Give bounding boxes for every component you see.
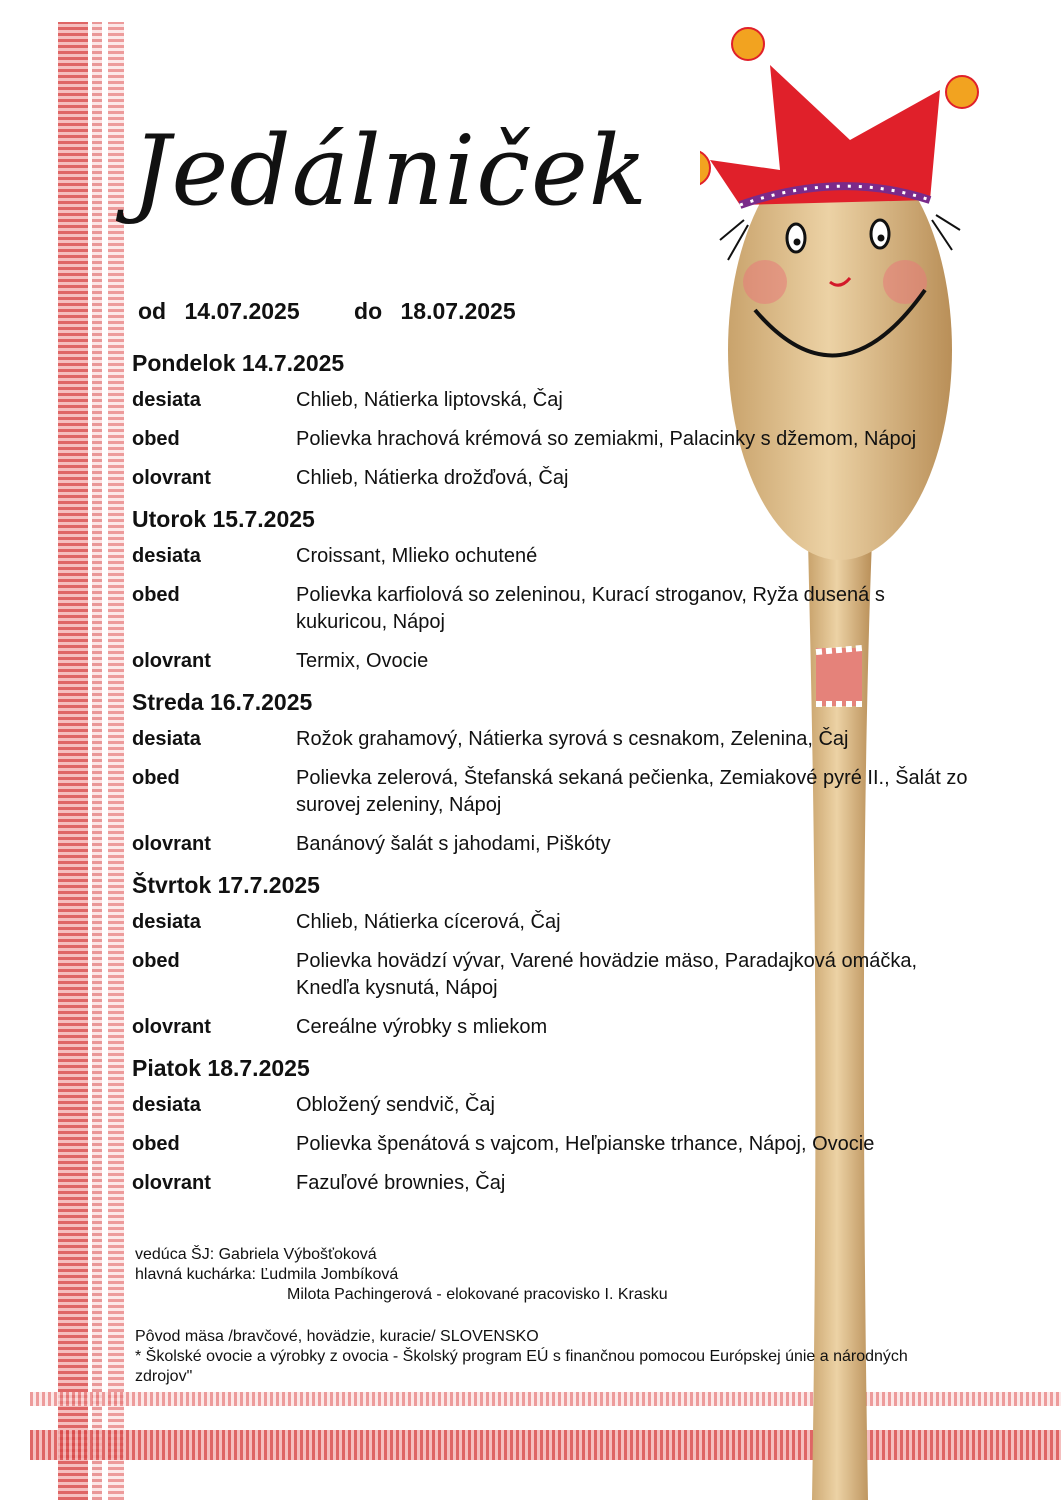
meal-label: obed	[132, 1133, 180, 1155]
meal-text: Polievka karfiolová so zeleninou, Kurací stroganov, Ryža dusená s kukuricou, Nápoj	[296, 584, 885, 633]
meal-row	[132, 765, 1002, 819]
meal-text: Banánový šalát s jahodami, Piškóty	[296, 833, 611, 855]
meal-label: obed	[132, 767, 180, 789]
meal-text: Fazuľové brownies, Čaj	[296, 1172, 506, 1194]
meal-label: desiata	[132, 389, 201, 411]
meal-label: olovrant	[132, 833, 211, 855]
meal-row	[132, 1131, 1002, 1158]
day-monday	[132, 350, 1002, 492]
meal-row	[132, 582, 1002, 636]
tablecloth-stripe-left-thin	[92, 22, 102, 1500]
cook2-line: Milota Pachingerová - elokované pracovisko I. Krasku	[287, 1286, 668, 1303]
meal-label: desiata	[132, 911, 201, 933]
meal-text: Termix, Ovocie	[296, 650, 429, 672]
meal-row	[132, 465, 1002, 492]
meal-text: Polievka zelerová, Štefanská sekaná pečienka, Zemiakové pyré II., Šalát zo surovej zeleniny, Nápoj	[296, 767, 968, 816]
date-range	[138, 298, 516, 325]
tablecloth-stripe-left-inner	[108, 22, 124, 1500]
tablecloth-stripe-left	[58, 22, 88, 1500]
meal-label: obed	[132, 428, 180, 450]
day-wednesday	[132, 689, 1002, 858]
meal-row	[132, 1170, 1002, 1197]
page-title: Jedálniček	[132, 115, 648, 227]
day-title: Pondelok 14.7.2025	[132, 350, 345, 376]
meal-row	[132, 726, 1002, 753]
meal-text: Polievka hovädzí vývar, Varené hovädzie mäso, Paradajková omáčka, Knedľa kysnutá, Nápoj	[296, 950, 918, 999]
meal-text: Polievka špenátová s vajcom, Heľpianske trhance, Nápoj, Ovocie	[296, 1133, 875, 1155]
meal-row	[132, 1092, 1002, 1119]
meal-label: desiata	[132, 545, 201, 567]
range-from-date: 14.07.2025	[184, 298, 300, 324]
school-program-line: * Školské ovocie a výrobky z ovocia - Školský program EÚ s finančnou pomocou Európskej únie a národných zdrojov"	[135, 1348, 908, 1385]
meal-row	[132, 948, 1002, 1002]
range-to-date: 18.07.2025	[400, 298, 516, 324]
meal-text: Obložený sendvič, Čaj	[296, 1094, 495, 1116]
day-friday	[132, 1055, 1002, 1197]
meal-row	[132, 909, 1002, 936]
meal-text: Polievka hrachová krémová so zemiakmi, Palacinky s džemom, Nápoj	[296, 428, 917, 450]
meal-row	[132, 831, 1002, 858]
meal-text: Rožok grahamový, Nátierka syrová s cesnakom, Zelenina, Čaj	[296, 728, 849, 750]
meal-label: olovrant	[132, 1172, 211, 1194]
meal-label: desiata	[132, 1094, 201, 1116]
meal-label: obed	[132, 950, 180, 972]
meal-row	[132, 426, 1002, 453]
meal-label: olovrant	[132, 467, 211, 489]
meal-label: desiata	[132, 728, 201, 750]
menu-content	[132, 350, 1002, 1211]
meal-row	[132, 543, 1002, 570]
day-title: Utorok 15.7.2025	[132, 506, 315, 532]
meal-row	[132, 648, 1002, 675]
meal-row	[132, 387, 1002, 414]
meal-label: olovrant	[132, 1016, 211, 1038]
meal-label: olovrant	[132, 650, 211, 672]
meat-origin-line: Pôvod mäsa /bravčové, hovädzie, kuracie/ SLOVENSKO	[135, 1328, 539, 1345]
day-title: Streda 16.7.2025	[132, 689, 313, 715]
meal-text: Chlieb, Nátierka cícerová, Čaj	[296, 911, 561, 933]
cook-line: hlavná kuchárka: Ľudmila Jombíková	[135, 1266, 399, 1283]
footer-notes	[135, 1245, 955, 1387]
day-title: Štvrtok 17.7.2025	[132, 872, 320, 898]
range-from-label: od	[138, 298, 167, 324]
meal-text: Croissant, Mlieko ochutené	[296, 545, 538, 567]
meal-text: Chlieb, Nátierka drožďová, Čaj	[296, 467, 569, 489]
manager-line: vedúca ŠJ: Gabriela Výbošťoková	[135, 1246, 377, 1263]
meal-row	[132, 1014, 1002, 1041]
day-tuesday	[132, 506, 1002, 675]
meal-label: obed	[132, 584, 180, 606]
meal-text: Cereálne výrobky s mliekom	[296, 1016, 548, 1038]
range-to-label: do	[354, 298, 383, 324]
day-title: Piatok 18.7.2025	[132, 1055, 310, 1081]
meal-text: Chlieb, Nátierka liptovská, Čaj	[296, 389, 563, 411]
day-thursday	[132, 872, 1002, 1041]
